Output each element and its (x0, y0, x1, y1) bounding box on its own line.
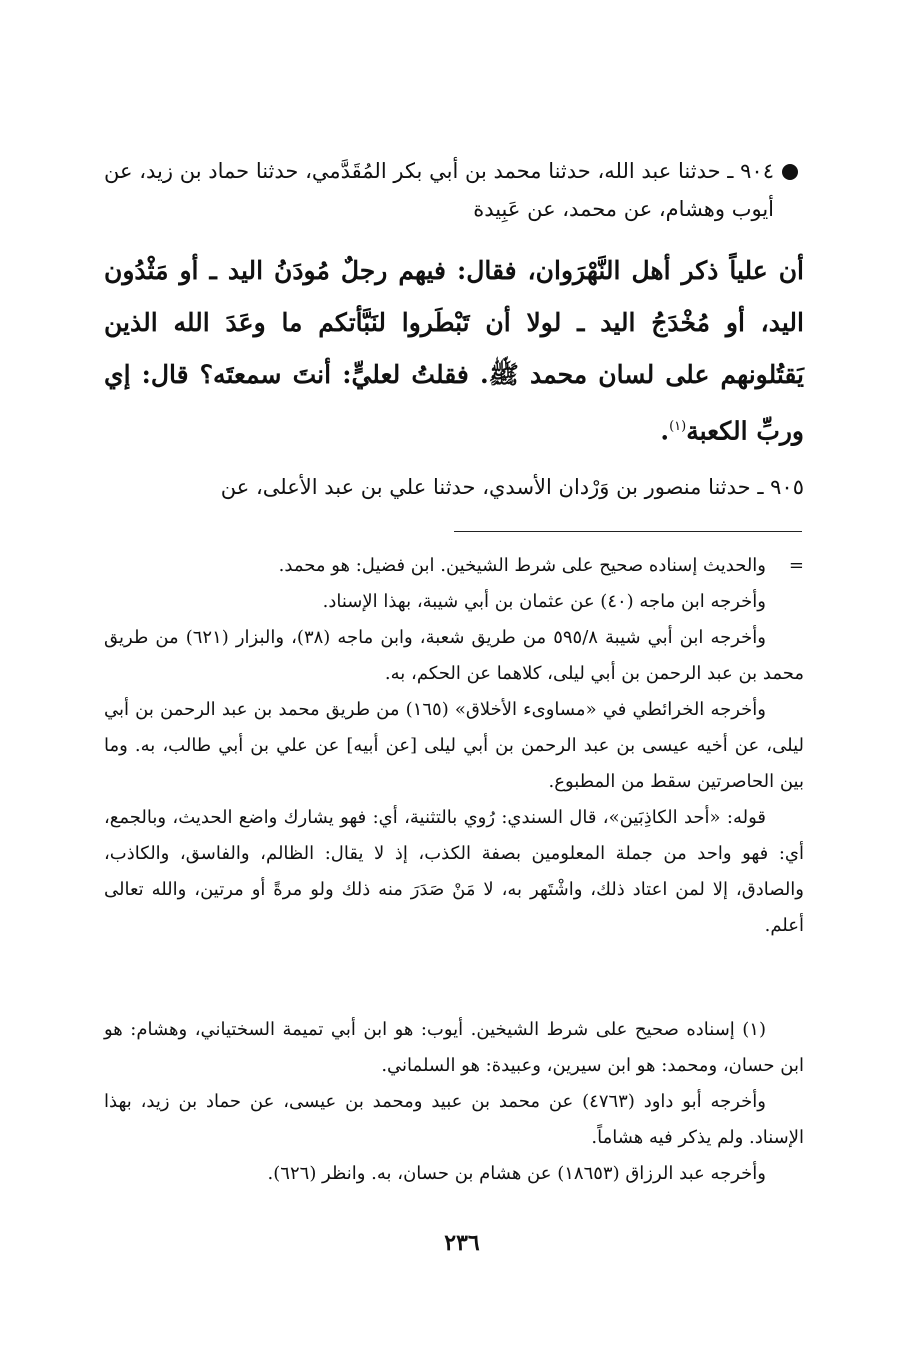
footnote-paragraph: وأخرجه عبد الرزاق (١٨٦٥٣) عن هشام بن حسان، به. وانظر (٦٢٦). (267, 1163, 766, 1184)
full-stop: . (660, 416, 670, 446)
hadith-905-heading (104, 468, 804, 506)
hadith-904-text: أن علياً ذكر أهل النَّهْرَوان، فقال: فيهم رجلٌ مُودَنُ اليد ـ أو مَثْدُون اليد، أو مُخْدَجُ اليد ـ لولا أن تَبْطَروا لنَبَّأتكم ما وعَدَ الله الذين يَقتُلونهم على لسان محمد ﷺ. فقلتُ لعليٍّ: أنتَ سمعتَه؟ قال: إي وربِّ الكعبة (104, 256, 804, 446)
footnote-paragraph: وأخرجه أبو داود (٤٧٦٣) عن محمد بن عبيد ومحمد بن عيسى، عن حماد بن زيد، بهذا الإسناد. ولم يذكر فيه هشاماً. (104, 1091, 804, 1148)
bullet-icon (782, 164, 798, 180)
footnote-1 (104, 1012, 804, 1192)
footnote-paragraph: وأخرجه ابن أبي شيبة ٥٩٥/٨ من طريق شعبة، وابن ماجه (٣٨)، والبزار (٦٢١) من طريق محمد بن عبد الرحمن بن أبي ليلى، كلاهما عن الحكم، به. (104, 627, 804, 684)
footnote-paragraph: وأخرجه ابن ماجه (٤٠) عن عثمان بن أبي شيبة، بهذا الإسناد. (322, 591, 766, 612)
hadith-905-isnad: ٩٠٥ ـ حدثنا منصور بن وَرْدان الأسدي، حدثنا علي بن عبد الأعلى، عن (220, 475, 804, 499)
footnote-paragraph: والحديث إسناده صحيح على شرط الشيخين. ابن فضيل: هو محمد. (278, 555, 766, 576)
continuation-marker: = (788, 555, 804, 576)
footnote-reference: (١) (669, 419, 687, 434)
footnote-paragraph: وأخرجه الخرائطي في «مساوىء الأخلاق» (١٦٥) من طريق محمد بن عبد الرحمن بن أبي ليلى، عن أخيه عيسى بن عبد الرحمن بن أبي ليلى [عن أبيه] عن علي بن أبي طالب، به. وما بين الحاصرتين سقط من المطبوع. (104, 699, 804, 792)
footnote-divider (454, 531, 802, 532)
footnote-paragraph: (١) إسناده صحيح على شرط الشيخين. أيوب: هو ابن أبي تميمة السختياني، وهشام: هو ابن حسان، ومحمد: هو ابن سيرين، وعبيدة: هو السلماني. (104, 1019, 804, 1076)
footnotes-carried-over (104, 548, 804, 944)
hadith-904-heading (104, 152, 804, 228)
page-number: ٢٣٦ (444, 1230, 480, 1256)
hadith-904-matn (104, 245, 804, 457)
hadith-904-isnad: ٩٠٤ ـ حدثنا عبد الله، حدثنا محمد بن أبي بكر المُقَدَّمي، حدثنا حماد بن زيد، عن أيوب وهشام، عن محمد، عن عَبِيدة (104, 159, 774, 221)
footnote-paragraph: قوله: «أحد الكاذِبَين»، قال السندي: رُوي بالتثنية، أي: فهو يشارك واضع الحديث، وبالجمع، أي: فهو واحد من جملة المعلومين بصفة الكذب، إذ لا يقال: الظالم، والفاسق، والكاذب، والصادق، إلا لمن اعتاد ذلك، واشْتَهر به، لا مَنْ صَدَرَ منه ذلك ولو مرةً أو مرتين، والله تعالى أعلم. (104, 807, 804, 936)
